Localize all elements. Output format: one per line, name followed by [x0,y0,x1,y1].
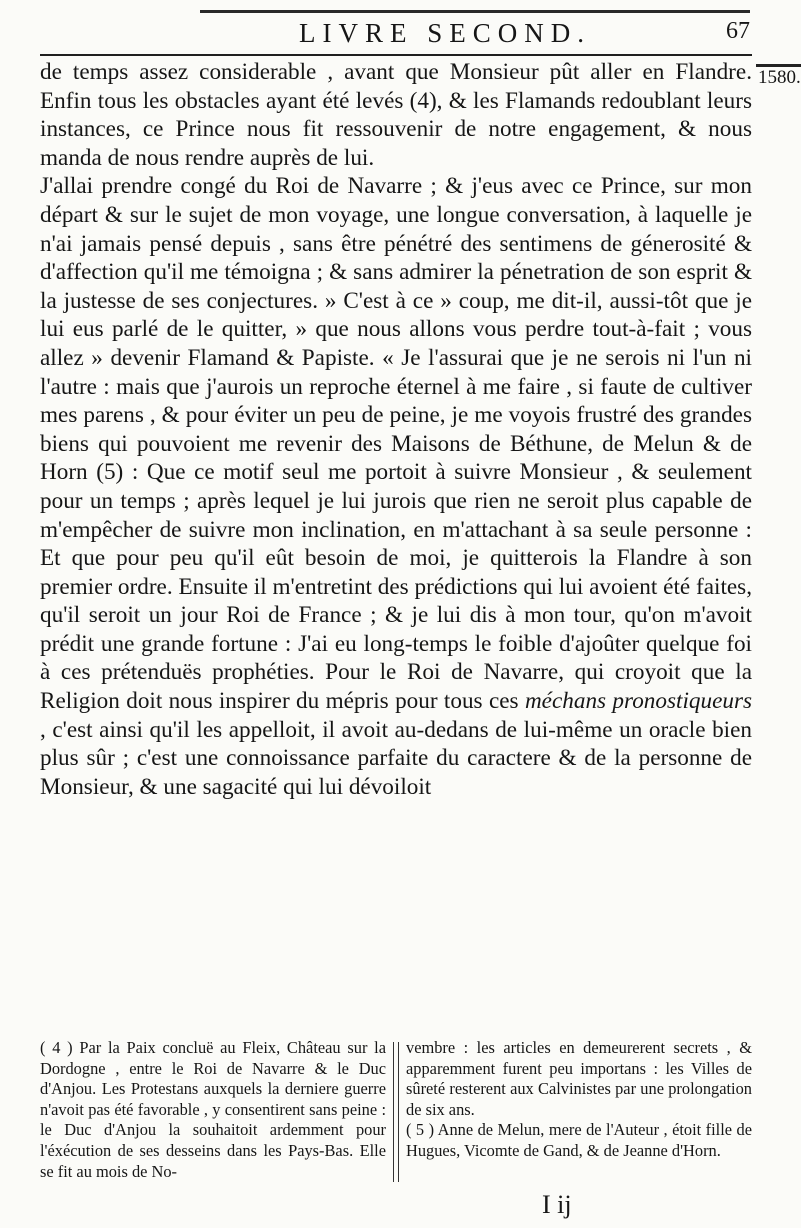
body-text [40,58,752,801]
footnote-4: ( 4 ) Par la Paix concluë au Fleix, Château sur la Dordogne , entre le Roi de Navarre & le Duc d'Anjou. Les Protestans auxquels la derniere guerre n'avoit pas été favorable , y consentirent sans peine : le Duc d'Anjou la souhaitoit ardemment pour l'éxécution de ses desseins dans les Pays-Bas. Elle se fit au mois de No- [40,1038,386,1181]
page-number: 67 [726,18,750,44]
footnote-5: ( 5 ) Anne de Melun, mere de l'Auteur , étoit fille de Hugues, Vicomte de Gand, & de Jeanne d'Horn. [406,1120,752,1160]
paragraph-2-text-b: , c'est ainsi qu'il les appelloit, il avoit au-dedans de lui-même un oracle bien plus sûr ; c'est une connoissance parfaite du caractere & de la personne de Monsieur, & une sagacité qui lui dévoiloit [40,716,752,800]
margin-year: 1580. [758,67,801,88]
paragraph-1-text: de temps assez considerable , avant que Monsieur pût aller en Flandre. Enfin tous les obstacles ayant été levés (4), & les Flamands redoublant leurs instances, ce Prince nous fit ressouvenir de notre engagement, & nous manda de nous rendre auprès de lui. [40,59,752,171]
paragraph-2-text-a: J'allai prendre congé du Roi de Navarre ; & j'eus avec ce Prince, sur mon départ & sur le sujet de mon voyage, une longue conversation, à laquelle je n'ai jamais pensé depuis , sans être pénétré des sentimens de génerosité & d'affection qu'il me témoigna ; & sans admirer la pénetration de son esprit & la justesse de ses conjectures. » C'est à ce » coup, me dit-il, aussi-tôt que je lui eus parlé de le quitter, » que nous allons vous perdre tout-à-fait ; vous allez » devenir Flamand & Papiste. « Je l'assurai que je ne serois ni l'un ni l'autre : mais que j'aurois un reproche éternel à me faire , si faute de cultiver mes parens , & pour éviter un peu de peine, je me voyois frustré des grandes biens qui pouvoient me revenir des Maisons de Béthune, de Melun & de Horn (5) : Que ce motif seul me portoit à suivre Monsieur , & seulement pour un temps ; après lequel je lui jurois que rien ne seroit plus capable de m'empêcher de suivre mon inclination, en m'attachant à sa seule personne : Et que pour peu qu'il eût besoin de moi, je quitterois la Flandre à son premier ordre. Ensuite il m'entretint des prédictions qui lui avoient été faites, qu'il seroit un jour Roi de France ; & je lui dis à mon tour, qu'on m'avoit prédit une grande fortune : J'ai eu long-temps le foible d'ajoûter quelque foi à ces prétenduës prophéties. Pour le Roi de Navarre, qui croyoit que la Religion doit nous inspirer du mépris pour tous ces [40,173,752,715]
paragraph-2 [40,172,752,801]
running-title: LIVRE SECOND. [299,18,591,48]
paragraph-2-italic-phrase: méchans pronostiqueurs [524,688,753,715]
footnote-right-column [406,1038,752,1162]
footnote-divider [393,1042,399,1182]
signature-mark: I ij [542,1190,572,1219]
page-header [30,18,750,58]
footnotes [40,1038,752,1188]
paragraph-1 [40,58,752,172]
footnote-4-continuation: vembre : les articles en demeurerent secrets , & apparemment furent peu importans : les Villes de sûreté resterent aux Calvinistes par une prolongation de six ans. [406,1038,752,1119]
top-ornamental-rule [200,10,750,13]
header-rule [40,54,752,56]
